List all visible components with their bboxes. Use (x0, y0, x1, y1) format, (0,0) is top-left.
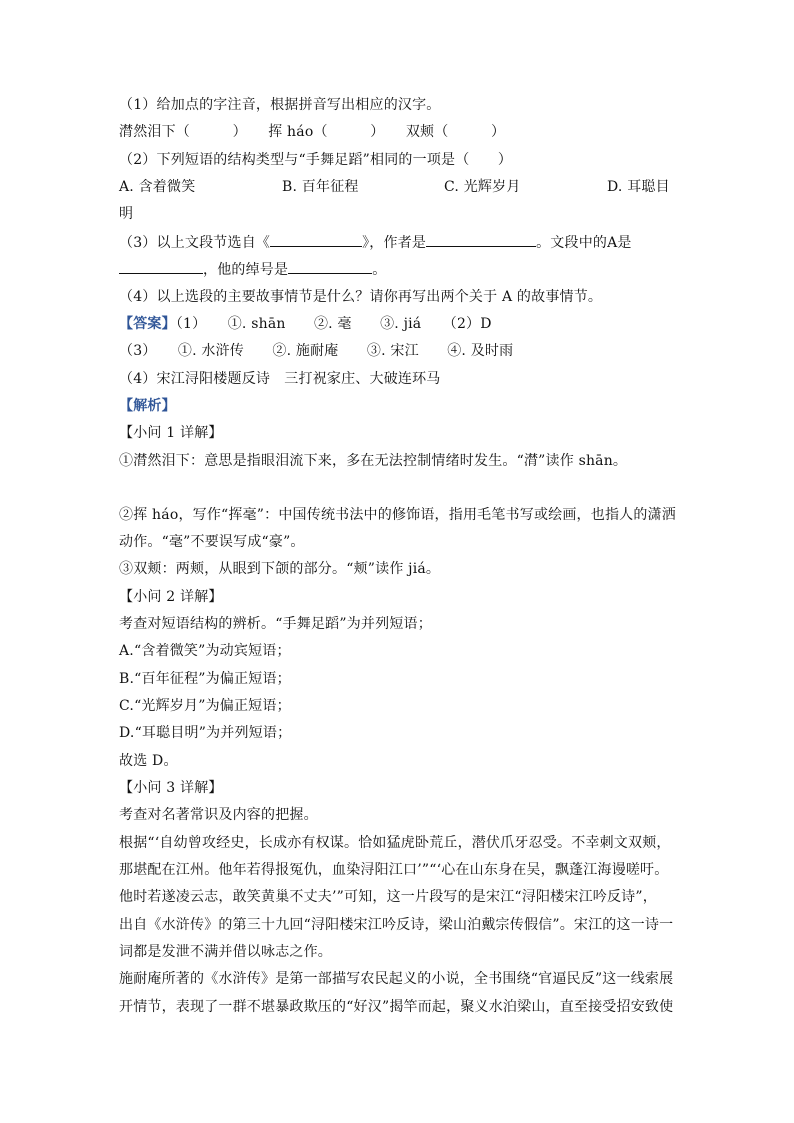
sub3-p3-line: 开情节，表现了一群不堪暴政欺压的“好汉”揭竿而起，聚义水泊梁山，直至接受招安致使 (119, 999, 674, 1015)
q1-items: 潸然泪下（ ） 挥 háo（ ） 双颊（ ） (119, 124, 506, 140)
answer-label: 【答案】 (119, 316, 176, 332)
sub2-b: B.“百年征程”为偏正短语； (119, 671, 291, 687)
sub2-title: 【小问 2 详解】 (119, 589, 223, 605)
q3-text-3: 。文段中的A是 (536, 235, 632, 251)
sub3-p3-line: 施耐庵所著的《水浒传》是第一部描写农民起义的小说，全书围绕“官逼民反”这一线索展 (119, 971, 674, 987)
q2-prompt: （2）下列短语的结构类型与“手舞足蹈”相同的一项是（ ） (119, 152, 513, 168)
sub3-p2-line: 出自《水浒传》的第三十九回“浔阳楼宋江吟反诗，梁山泊戴宗传假信”。宋江的这一诗一 (119, 917, 674, 933)
sub3-title: 【小问 3 详解】 (119, 780, 223, 796)
q4-prompt: （4）以上选段的主要故事情节是什么？请你再写出两个关于 A 的故事情节。 (119, 289, 603, 305)
sub1-title: 【小问 1 详解】 (119, 425, 223, 441)
sub3-p2-line: 那堪配在江州。他年若得报冤仇，血染浔阳江口’”“‘心在山东身在吴，飘蓬江海谩嗟吁。 (119, 862, 669, 878)
blank-book-title[interactable] (270, 232, 362, 247)
blank-author[interactable] (426, 232, 536, 247)
q2-option-c: C. 光辉岁月 (444, 179, 521, 195)
q3-text-5: 。 (372, 262, 387, 278)
q2-option-a: A. 含着微笑 (119, 179, 196, 195)
sub2-d: D.“耳聪目明”为并列短语； (119, 725, 292, 741)
answer-line3: （4）宋江浔阳楼题反诗 三打祝家庄、大破连环马 (119, 371, 441, 387)
blank-nickname[interactable] (288, 259, 372, 274)
sub2-conclusion: 故选 D。 (119, 753, 178, 769)
q2-options-row (119, 177, 679, 197)
q3-line2 (119, 259, 386, 280)
sub1-p3: ③双颊：两颊，从眼到下颌的部分。“颊”读作 jiá。 (119, 561, 441, 577)
q2-option-d-wrap: 明 (119, 206, 134, 222)
q3-text-1: （3）以上文段节选自《 (119, 235, 271, 251)
sub1-p1: ①潸然泪下：意思是指眼泪流下来，多在无法控制情绪时发生。“潸”读作 shān。 (119, 453, 628, 469)
answer-text-1: （1） ①. shān ②. 毫 ③. jiá （2）D (175, 316, 492, 332)
q2-option-d: D. 耳聪目 (607, 179, 670, 195)
sub1-p2a: ②挥 háo，写作“挥毫”：中国传统书法中的修饰语，指用毛笔书写或绘画，也指人的潇洒 (119, 507, 676, 523)
q3-text-2: 》，作者是 (362, 235, 427, 251)
sub2-a: A.“含着微笑”为动宾短语； (119, 643, 291, 659)
q3-text-4: ，他的绰号是 (203, 262, 289, 278)
sub3-p2-line: 他时若遂凌云志，敢笑黄巢不丈夫’”可知，这一片段写的是宋江“浔阳楼宋江吟反诗”， (119, 889, 657, 905)
answer-line1 (119, 314, 492, 334)
sub3-p2-line: 词都是发泄不满并借以咏志之作。 (119, 944, 332, 960)
answer-line2: （3） ①. 水浒传 ②. 施耐庵 ③. 宋江 ④. 及时雨 (119, 343, 514, 359)
sub3-p2-line: 根据“‘自幼曾攻经史，长成亦有权谋。恰如猛虎卧荒丘，潜伏爪牙忍受。不幸刺文双颊， (119, 835, 671, 851)
analysis-label: 【解析】 (119, 398, 176, 414)
q1-prompt: （1）给加点的字注音，根据拼音写出相应的汉字。 (119, 97, 441, 113)
sub2-p1: 考查对短语结构的辨析。“手舞足蹈”为并列短语； (119, 616, 432, 632)
sub1-p2b: 动作。“毫”不要误写成“豪”。 (119, 534, 305, 550)
sub3-p1: 考查对名著常识及内容的把握。 (119, 807, 318, 823)
q3-line1 (119, 232, 632, 253)
q2-option-b: B. 百年征程 (282, 179, 359, 195)
sub2-c: C.“光辉岁月”为偏正短语； (119, 698, 291, 714)
blank-character[interactable] (119, 259, 203, 274)
